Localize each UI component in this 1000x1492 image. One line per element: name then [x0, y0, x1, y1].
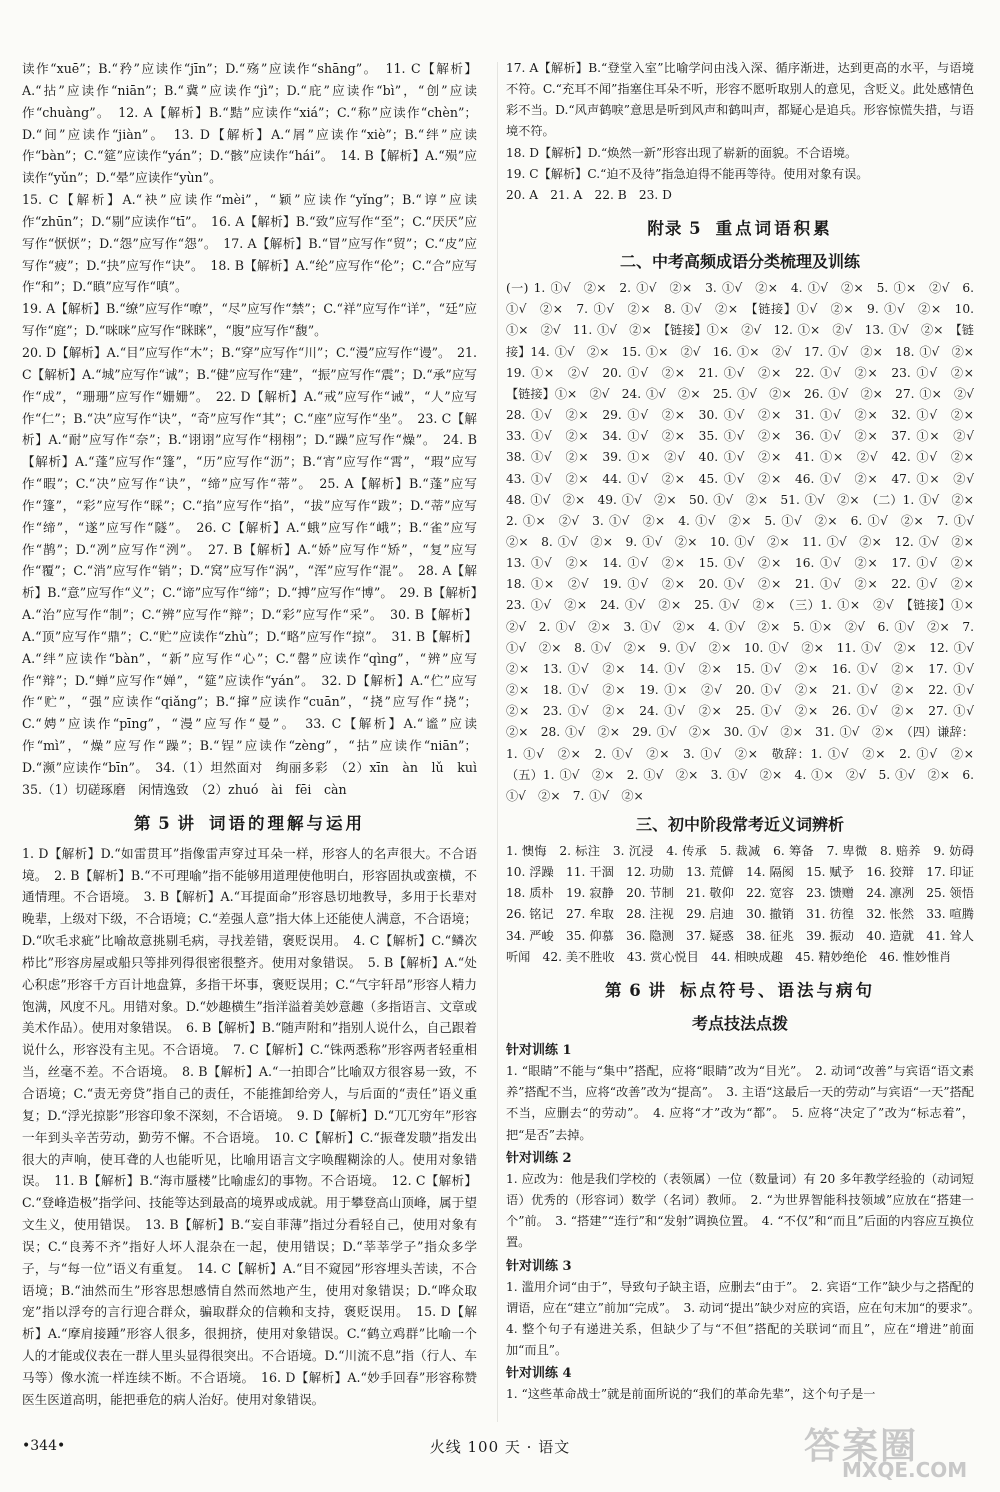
answer-paragraph: 19. C【解析】C.“迫不及待”指急迫得不能再等待。使用对象有误。 — [506, 166, 869, 181]
book-title: 火线 100 天 · 语文 — [429, 1438, 571, 1456]
subsection-title: 三、初中阶段常考近义词辨析 — [635, 815, 844, 834]
lecture5-heading — [22, 811, 477, 837]
lecture6-number: 第 6 讲 — [605, 980, 666, 1000]
appendix5-heading — [506, 216, 974, 242]
answer-paragraph: 20. A 21. A 22. B 23. D — [506, 187, 672, 202]
watermark-logo: 答案圈 — [804, 1426, 919, 1467]
lecture5-name: 词语的理解与运用 — [208, 813, 365, 833]
answer-paragraph: 20. D【解析】A.“目”应写作“木”；B.“穿”应写作“川”；C.“漫”应写作“谩”。 21. C【解析】A.“城”应写作“诚”；B.“健”应写作“建”，“振”应写作“震”；D.“承”应写作“成”，“珊珊”应写作“姗姗”。 22. D【解析】A.“戒”应写作“诫”，“人”应写作“仁”；B.“决”应写作“诀”，“奇”应写作“其”；C.“座”应写作“坐”。 23. C【解析】A.“耐”应写作“奈”；B.“诩诩”应写作“栩栩”；D.“躁”应写作“燥”。 24. B【解析】A.“蓬”应写作“篷”，“历”应写作“沥”；B.“宵”应写作“霄”，“瑕”应写作“暇”；C.“决”应写作“诀”，“缔”应写作“蒂”。 25. A【解析】B.“蓬”应写作“篷”，“彩”应写作“睬”；C.“掐”应写作“掐”，“拔”应写作“跋”；D.“蒂”应写作“缔”，“遂”应写作“隧”。 26. C【解析】A.“蛾”应写作“峨”；B.“雀”应写作“鹊”；D.“冽”应写作“洌”。 27. B【解析】A.“娇”应写作“矫”，“复”应写作“覆”；C.“消”应写作“销”；D.“窝”应写作“涡”，“浑”应写作“混”。 28. A【解析】B.“意”应写作“义”；C.“谛”应写作“缔”；D.“搏”应写作“博”。 29. B【解析】A.“治”应写作“制”；C.“辨”应写作“辩”；D.“彩”应写作“采”。 30. B【解析】A.“顶”应写作“鼎”；C.“贮”应读作“zhù”；D.“略”应写作“掠”。 31. B【解析】A.“绊”应读作“bàn”，“新”应写作“心”；C.“罄”应读作“qìng”，“辨”应写作“辩”；D.“蝉”应写作“婵”，“筵”应读作“yán”。 32. D【解析】A.“伫”应写作“贮”，“强”应读作“qiǎng”；B.“撺”应读作“cuān”，“挠”应写作“挠”；C.“娉”应读作“pīng”，“漫”应写作“曼”。 33. C【解析】A.“谧”应读作“mì”，“燥”应写作“躁”；B.“锃”应读作“zèng”，“拈”应读作“niān”；D.“濒”应读作“bīn”。 34.（1）坦然面对 绚丽多彩 （2）xīn àn lǔ kuì 35.（1）切磋琢磨 闲情逸致 （2）zhuó ài fēi càn — [22, 344, 490, 797]
answer-paragraph: 19. A【解析】B.“缭”应写作“嘹”，“尽”应写作“禁”；C.“祥”应写作“详”，“廷”应写作“庭”；D.“咪咪”应写作“眯眯”，“腹”应写作“馥”。 — [22, 301, 477, 339]
subsection-title: 二、中考高频成语分类梳理及训练 — [619, 252, 860, 272]
appendix5-number: 附录 5 — [647, 219, 702, 239]
lecture5-number: 第 5 讲 — [134, 813, 195, 833]
left-column — [22, 58, 490, 1411]
right-column — [506, 58, 987, 1406]
subsection-title: 考点技法点拨 — [691, 1013, 788, 1033]
answer-paragraph: 15. C【解析】A.“袂”应读作“mèi”，“颖”应读作“yǐng”；B.“谆”应读作“zhūn”；D.“剔”应读作“tī”。 16. A【解析】B.“致”应写作“至”；C.“厌厌”应写作“恹恹”；D.“怨”应写作“怨”。 17. A【解析】B.“冒”应写作“贸”；C.“皮”应写作“疲”；D.“抉”应写作“诀”。 18. B【解析】A.“纶”应写作“伦”；C.“合”应写作“和”；D.“瞋”应写作“嗔”。 — [22, 192, 477, 295]
drill-title: 针对训练 4 — [506, 1366, 572, 1382]
lecture6-heading — [506, 978, 974, 1004]
drill-title: 针对训练 3 — [506, 1258, 572, 1274]
drill-body: 1. “眼睛”不能与“集中”搭配，应将“眼睛”改为“目光”。 2. 动词“改善”与宾语“语文素养”搭配不当，应将“改善”改为“提高”。 3. 主语“这最后一天的劳动”与宾语“一天”搭配不当，应删去“的劳动”。 4. 应将“才”改为“都”。 5. 应将“决定了”改为“标志着”，把“是否”去掉。 — [506, 1064, 974, 1142]
answer-paragraph: 读作“xuē”；B.“矜”应读作“jīn”；D.“殇”应读作“shāng”。 11. C【解析】A.“拈”应读作“niān”；B.“冀”应读作“jì”；D.“庇”应读作“bì”，“创”应读作“chuàng”。 12. A【解析】B.“黠”应读作“xiá”；C.“称”应读作“chèn”；D.“间”应读作“jiàn”。 13. D【解析】A.“屑”应读作“xiè”；B.“绊”应读作“bàn”；C.“筵”应读作“yán”；D.“骸”应读作“hái”。 14. B【解析】A.“殒”应读作“yǔn”；D.“晕”应读作“yùn”。 — [22, 61, 477, 186]
drill-title: 针对训练 1 — [506, 1042, 572, 1058]
drill-body: 1. 应改为：他是我们学校的（表领属）一位（数量词）有 20 多年教学经验的（动词短语）优秀的（形容词）数学（名词）教师。 2. “为世界智能科技领域”应放在“搭建一个”前。 3. “搭建”“连行”和“发射”调换位置。 4. “不仅”和“而且”后面的内容应互换位置。 — [506, 1171, 974, 1250]
drill-body: 1. 滥用介词“由于”，导致句子缺主语，应删去“由于”。 2. 宾语“工作”缺少与之搭配的谓语，应在“建立”前加“完成”。 3. 动词“提出”缺少对应的宾语，应在句末加“的要求”。 4. 整个句子有递进关系，但缺少了与“不但”搭配的关联词“而且”，应在“增进”前面加“而且”。 — [506, 1279, 987, 1358]
lecture6-name: 标点符号、语法与病句 — [679, 980, 875, 1000]
drill-body: 1. “这些革命战士”就是前面所说的“我们的革命先辈”，这个句子是一 — [506, 1387, 876, 1402]
answer-paragraph: 18. D【解析】D.“焕然一新”形容出现了崭新的面貌。不合语境。 — [506, 145, 858, 160]
drill-title: 针对训练 2 — [506, 1150, 572, 1166]
idiom-answers: (一) 1. ①√ ②× 2. ①√ ②× 3. ①√ ②× 4. ①√ ②× 5. ①× ②√ 6. ①√ ②× 7. ①√ ②× 8. ①√ ②× 【链接】①√ ②× 9. ①√ ②× 10. ①× ②√ 11. ①√ ②× 【链接】①× ②√ 12. ①× ②√ 13. ①√ ②× 【链接】14. ①√ ②× 15. ①× ②√ 16. ①× ②√ 17. ①√ ②× 18. ①√ ②× 19. ①× ②√ 20. ①√ ②× 21. ①√ ②× 22. ①√ ②× 23. ①√ ②× 【链接】①× ②√ 24. ①√ ②× 25. ①√ ②× 26. ①√ ②× 27. ①× ②√ 28. ①√ ②× 29. ①√ ②× 30. ①√ ②× 31. ①√ ②× 32. ①√ ②× 33. ①√ ②× 34. ①√ ②× 35. ①√ ②× 36. ①√ ②× 37. ①× ②√ 38. ①√ ②× 39. ①× ②√ 40. ①√ ②× 41. ①× ②√ 42. ①√ ②× 43. ①√ ②× 44. ①√ ②× 45. ①√ ②× 46. ①√ ②× 47. ①× ②√ 48. ①√ ②× 49. ①√ ②× 50. ①√ ②× 51. ①√ ②× （二）1. ①√ ②× 2. ①× ②√ 3. ①√ ②× 4. ①√ ②× 5. ①√ ②× 6. ①√ ②× 7. ①√ ②× 8. ①√ ②× 9. ①√ ②× 10. ①√ ②× 11. ①√ ②× 12. ①√ ②× 13. ①√ ②× 14. ①√ ②× 15. ①√ ②× 16. ①√ ②× 17. ①√ ②× 18. ①× ②√ 19. ①√ ②× 20. ①√ ②× 21. ①√ ②× 22. ①√ ②× 23. ①√ ②× 24. ①√ ②× 25. ①√ ②× （三）1. ①× ②√ 【链接】①× ②√ 2. ①√ ②× 3. ①√ ②× 4. ①√ ②× 5. ①× ②√ 6. ①√ ②× 7. ①√ ②× 8. ①√ ②× 9. ①√ ②× 10. ①√ ②× 11. ①√ ②× 12. ①√ ②× 13. ①√ ②× 14. ①√ ②× 15. ①√ ②× 16. ①√ ②× 17. ①√ ②× 18. ①√ ②× 19. ①× ②√ 20. ①√ ②× 21. ①√ ②× 22. ①√ ②× 23. ①√ ②× 24. ①√ ②× 25. ①√ ②× 26. ①√ ②× 27. ①√ ②× 28. ①√ ②× 29. ①√ ②× 30. ①√ ②× 31. ①√ ②× （四）谦辞：1. ①√ ②× 2. ①√ ②× 3. ①√ ②× 敬辞：1. ①√ ②× 2. ①√ ②× （五）1. ①√ ②× 2. ①√ ②× 3. ①√ ②× 4. ①× ②√ 5. ①√ ②× 6. ①√ ②× 7. ①√ ②× — [506, 281, 987, 803]
answer-paragraph: 17. A【解析】B.“登堂入室”比喻学问由浅入深、循序渐进，达到更高的水平，与语境不符。C.“充耳不闻”指塞住耳朵不听，形容不愿听取别人的意见，含贬义。此处感情色彩不当。D.“风声鹤唳”意思是听到风声和鹤叫声，都疑心是追兵。形容惊慌失措，与语境不符。 — [506, 61, 974, 139]
watermark-url: MXQE.COM — [842, 1458, 968, 1482]
synonym-answers: 1. 懊悔 2. 标注 3. 沉浸 4. 传承 5. 裁减 6. 筹备 7. 卑微 8. 赔养 9. 妨碍 10. 浮躁 11. 干涸 12. 功勋 13. 荒僻 14. 隔阂 15. 赋予 16. 狡辩 17. 印证 18. 质朴 19. 寂静 20. 节制 21. 敬仰 22. 宽容 23. 馈赠 24. 凛冽 25. 领悟 26. 铭记 27. 牟取 28. 注视 29. 启迪 30. 撤销 31. 彷徨 32. 怅然 33. 喧腾 34. 严峻 35. 仰慕 36. 隐测 37. 疑惑 38. 征兆 39. 振动 40. 造就 41. 耸人听闻 42. 美不胜收 43. 赏心悦目 44. 相映成趣 45. 精妙绝伦 46. 惟妙惟肖 — [506, 844, 987, 964]
appendix5-name: 重点词语积累 — [715, 219, 833, 239]
column-divider — [497, 62, 498, 1422]
page-number: •344• — [22, 1438, 66, 1454]
answer-paragraph: 1. D【解析】D.“如雷贯耳”指像雷声穿过耳朵一样，形容人的名声很大。不合语境。 2. B【解析】B.“不可理喻”指不能够用道理使他明白，形容固执或蛮横，不通情理。不合语境。 3. B【解析】A.“耳提面命”形容恳切地教导，多用于长辈对晚辈，上级对下级，不合语境；C.“差强人意”指大体上还能使人满意，不合语境；D.“吹毛求疵”比喻故意挑剔毛病，寻找差错，褒贬误用。 4. C【解析】C.“鳞次栉比”形容房屋或船只等排列得很密很整齐。使用对象错误。 5. B【解析】A.“处心积虑”形容千方百计地盘算，多指干坏事，褒贬误用；C.“气宇轩昂”形容人精力饱满，风度不凡。用错对象。D.“妙趣横生”指洋溢着美妙意趣（多指语言、文章或美术作品）。使用对象错误。 6. B【解析】B.“随声附和”指别人说什么，自己跟着说什么，形容没有主见。不合语境。 7. C【解析】C.“铢两悉称”形容两者轻重相当，丝毫不差。不合语境。 8. B【解析】A.“一拍即合”比喻双方很容易一致，不合语境；C.“责无旁贷”指自己的责任，不能推卸给旁人，与后面的“责任”语义重复；D.“浮光掠影”形容印象不深刻，不合语境。 9. D【解析】D.“兀兀穷年”形容一年到头辛苦劳动，勤劳不懈。不合语境。 10. C【解析】C.“振聋发聩”指发出很大的声响，使耳聋的人也能听见，比喻用语言文字唤醒糊涂的人。使用对象错误。 11. B【解析】B.“海市蜃楼”比喻虚幻的事物。不合语境。 12. C【解析】C.“登峰造极”指学问、技能等达到最高的境界或成就。用于攀登高山顶峰，属于望文生义，使用错误。 13. B【解析】B.“妄自菲薄”指过分看轻自己，使用对象有误；C.“良莠不齐”指好人坏人混杂在一起，使用错误；D.“莘莘学子”指众多学子，与“每一位”语义有重复。 14. C【解析】A.“目不窥园”形容埋头苦读，不合语境；B.“油然而生”形容思想感情自然而然地产生，使用对象错误；D.“哗众取宠”指以浮夸的言行迎合群众，骗取群众的信赖和支持，褒贬误用。 15. D【解析】A.“摩肩接踵”形容人很多，很拥挤，使用对象错误。C.“鹤立鸡群”比喻一个人的才能或仪表在一群人里头显得很突出。不合语境。D.“川流不息”指（行人、车马等）像水流一样连续不断。不合语境。 16. D【解析】A.“妙手回春”形容称赞医生医道高明，能把垂危的病人治好。使用对象错误。 — [22, 845, 477, 1407]
